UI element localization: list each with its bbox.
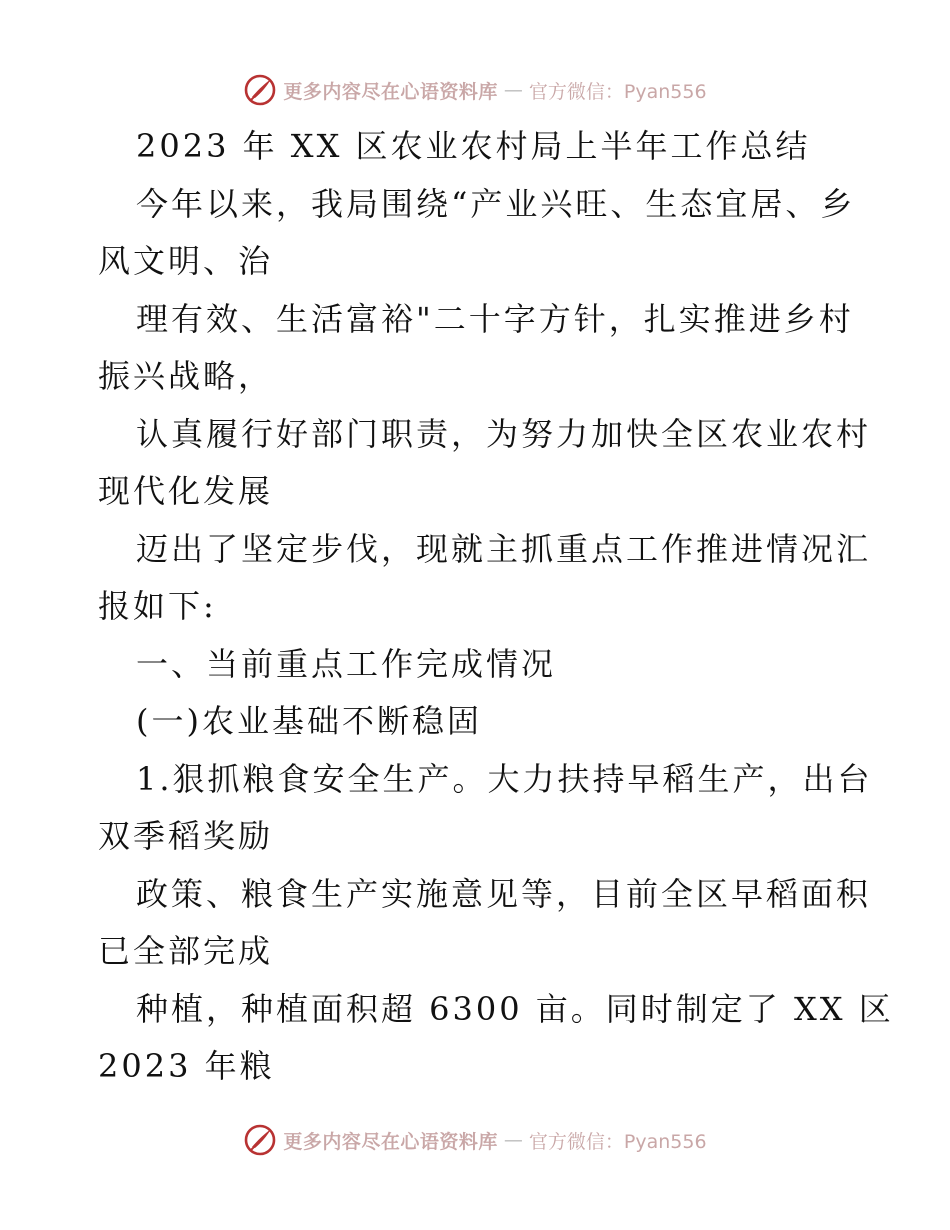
- banner-separator: —: [503, 79, 523, 101]
- paragraph-line: 双季稻奖励: [98, 817, 274, 855]
- paragraph-line: 认真履行好部门职责，为努力加快全区农业农村: [136, 414, 872, 453]
- paragraph-line: 现代化发展: [98, 472, 274, 510]
- footer-watermark-banner: [0, 1120, 950, 1160]
- paragraph-line: 2023 年粮: [98, 1047, 275, 1085]
- banner-separator: —: [503, 1129, 523, 1151]
- section-heading: 一、当前重点工作完成情况: [136, 644, 557, 683]
- banner-account: 官方微信：Pyan556: [528, 1130, 707, 1153]
- banner-slogan: 更多内容尽在心语资料库: [283, 1130, 498, 1153]
- document-body: [98, 118, 894, 1096]
- banner-account: 官方微信：Pyan556: [528, 80, 707, 103]
- paragraph-line: 报如下:: [98, 587, 217, 625]
- paragraph-line: 今年以来，我局围绕“产业兴旺、生态宜居、乡: [136, 184, 856, 223]
- paragraph-line: 种植，种植面积超 6300 亩。同时制定了 XX 区: [136, 989, 894, 1028]
- banner-slogan: 更多内容尽在心语资料库: [283, 80, 498, 103]
- subsection-heading: (一)农业基础不断稳固: [136, 702, 482, 740]
- paragraph-line: 政策、粮食生产实施意见等，目前全区早稻面积: [136, 874, 872, 913]
- paragraph-line: 迈出了坚定步伐，现就主抓重点工作推进情况汇: [136, 529, 872, 568]
- quill-logo-icon: [243, 73, 277, 107]
- quill-logo-icon: [243, 1123, 277, 1157]
- header-watermark-banner: [0, 70, 950, 110]
- paragraph-line: 振兴战略，: [98, 357, 274, 395]
- paragraph-line: 风文明、治: [98, 242, 274, 280]
- paragraph-line: 1.狠抓粮食安全生产。大力扶持早稻生产，出台: [136, 759, 873, 798]
- document-title: 2023 年 XX 区农业农村局上半年工作总结: [136, 127, 811, 165]
- paragraph-line: 理有效、生活富裕"二十字方针，扎实推进乡村: [136, 299, 854, 338]
- paragraph-line: 已全部完成: [98, 932, 274, 970]
